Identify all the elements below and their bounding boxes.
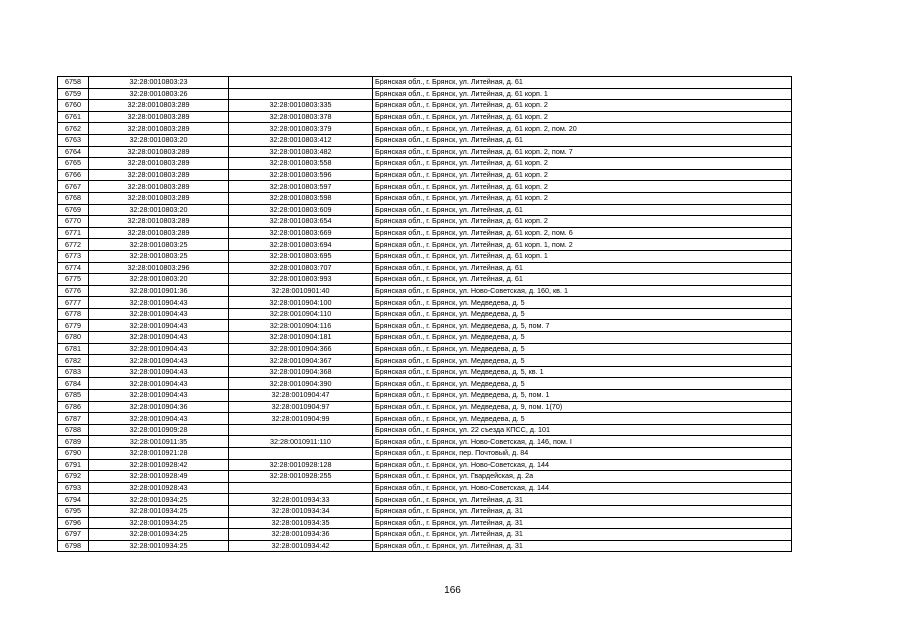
table-row (58, 459, 792, 471)
row-number-cell: 6760 (58, 100, 89, 112)
parcel-cadastral-cell: 32:28:0010928:42 (89, 459, 229, 471)
parcel-cadastral-cell: 32:28:0010803:289 (89, 123, 229, 135)
parcel-cadastral-cell: 32:28:0010803:23 (89, 77, 229, 89)
parcel-cadastral-cell: 32:28:0010803:26 (89, 88, 229, 100)
table-row (58, 436, 792, 448)
address-cell: Брянская обл., г. Брянск, ул. Литейная, д. 31 (373, 517, 792, 529)
table-row (58, 401, 792, 413)
parcel-cadastral-cell: 32:28:0010803:296 (89, 262, 229, 274)
parcel-cadastral-cell: 32:28:0010904:43 (89, 390, 229, 402)
property-table (57, 76, 792, 552)
table-row (58, 529, 792, 541)
table-row (58, 424, 792, 436)
object-cadastral-cell: 32:28:0010904:99 (229, 413, 373, 425)
table-row (58, 181, 792, 193)
parcel-cadastral-cell: 32:28:0010803:25 (89, 239, 229, 251)
parcel-cadastral-cell: 32:28:0010934:25 (89, 505, 229, 517)
row-number-cell: 6758 (58, 77, 89, 89)
parcel-cadastral-cell: 32:28:0010803:289 (89, 227, 229, 239)
table-row (58, 262, 792, 274)
parcel-cadastral-cell: 32:28:0010921:28 (89, 448, 229, 460)
parcel-cadastral-cell: 32:28:0010803:289 (89, 146, 229, 158)
parcel-cadastral-cell: 32:28:0010909:28 (89, 424, 229, 436)
address-cell: Брянская обл., г. Брянск, ул. Медведева, д. 5 (373, 413, 792, 425)
address-cell: Брянская обл., г. Брянск, ул. Медведева, д. 5 (373, 343, 792, 355)
address-cell: Брянская обл., г. Брянск, ул. Литейная, д. 31 (373, 529, 792, 541)
row-number-cell: 6759 (58, 88, 89, 100)
address-cell: Брянская обл., г. Брянск, ул. Ново-Советская, д. 146, пом. I (373, 436, 792, 448)
address-cell: Брянская обл., г. Брянск, ул. Медведева, д. 5 (373, 378, 792, 390)
table-row (58, 239, 792, 251)
row-number-cell: 6774 (58, 262, 89, 274)
object-cadastral-cell: 32:28:0010904:390 (229, 378, 373, 390)
address-cell: Брянская обл., г. Брянск, ул. Литейная, д. 61 корп. 2 (373, 216, 792, 228)
table-row (58, 123, 792, 135)
table-row (58, 378, 792, 390)
object-cadastral-cell (229, 424, 373, 436)
row-number-cell: 6788 (58, 424, 89, 436)
object-cadastral-cell: 32:28:0010803:694 (229, 239, 373, 251)
row-number-cell: 6778 (58, 308, 89, 320)
parcel-cadastral-cell: 32:28:0010904:43 (89, 308, 229, 320)
row-number-cell: 6773 (58, 250, 89, 262)
parcel-cadastral-cell: 32:28:0010934:25 (89, 529, 229, 541)
address-cell: Брянская обл., г. Брянск, ул. Ново-Советская, д. 144 (373, 482, 792, 494)
row-number-cell: 6779 (58, 320, 89, 332)
address-cell: Брянская обл., г. Брянск, ул. Литейная, д. 61 корп. 2 (373, 181, 792, 193)
object-cadastral-cell (229, 448, 373, 460)
table-row (58, 505, 792, 517)
object-cadastral-cell: 32:28:0010803:597 (229, 181, 373, 193)
parcel-cadastral-cell: 32:28:0010904:43 (89, 366, 229, 378)
table-row (58, 158, 792, 170)
table-row (58, 77, 792, 89)
parcel-cadastral-cell: 32:28:0010904:43 (89, 355, 229, 367)
object-cadastral-cell: 32:28:0010803:335 (229, 100, 373, 112)
parcel-cadastral-cell: 32:28:0010911:35 (89, 436, 229, 448)
row-number-cell: 6789 (58, 436, 89, 448)
address-cell: Брянская обл., г. Брянск, ул. Литейная, д. 61 (373, 77, 792, 89)
table-row (58, 494, 792, 506)
row-number-cell: 6775 (58, 274, 89, 286)
object-cadastral-cell: 32:28:0010934:33 (229, 494, 373, 506)
row-number-cell: 6765 (58, 158, 89, 170)
table-row (58, 146, 792, 158)
table-row (58, 413, 792, 425)
row-number-cell: 6766 (58, 169, 89, 181)
row-number-cell: 6780 (58, 332, 89, 344)
table-row (58, 308, 792, 320)
object-cadastral-cell: 32:28:0010803:598 (229, 192, 373, 204)
address-cell: Брянская обл., г. Брянск, ул. Литейная, д. 61 (373, 274, 792, 286)
address-cell: Брянская обл., г. Брянск, ул. Гвардейская, д. 2а (373, 471, 792, 483)
row-number-cell: 6794 (58, 494, 89, 506)
table-row (58, 111, 792, 123)
row-number-cell: 6797 (58, 529, 89, 541)
row-number-cell: 6761 (58, 111, 89, 123)
address-cell: Брянская обл., г. Брянск, ул. Литейная, д. 31 (373, 494, 792, 506)
parcel-cadastral-cell: 32:28:0010904:43 (89, 343, 229, 355)
address-cell: Брянская обл., г. Брянск, ул. Литейная, д. 61 корп. 2 (373, 158, 792, 170)
address-cell: Брянская обл., г. Брянск, ул. Медведева, д. 5 (373, 355, 792, 367)
row-number-cell: 6784 (58, 378, 89, 390)
row-number-cell: 6764 (58, 146, 89, 158)
table-row (58, 332, 792, 344)
table-row (58, 274, 792, 286)
parcel-cadastral-cell: 32:28:0010803:289 (89, 192, 229, 204)
object-cadastral-cell: 32:28:0010803:596 (229, 169, 373, 181)
parcel-cadastral-cell: 32:28:0010934:25 (89, 494, 229, 506)
table-row (58, 100, 792, 112)
object-cadastral-cell: 32:28:0010934:42 (229, 540, 373, 552)
row-number-cell: 6787 (58, 413, 89, 425)
object-cadastral-cell: 32:28:0010928:255 (229, 471, 373, 483)
table-row (58, 285, 792, 297)
parcel-cadastral-cell: 32:28:0010934:25 (89, 540, 229, 552)
table-row (58, 482, 792, 494)
row-number-cell: 6786 (58, 401, 89, 413)
row-number-cell: 6792 (58, 471, 89, 483)
object-cadastral-cell: 32:28:0010803:558 (229, 158, 373, 170)
parcel-cadastral-cell: 32:28:0010803:20 (89, 204, 229, 216)
page-number: 166 (444, 585, 461, 596)
address-cell: Брянская обл., г. Брянск, ул. Литейная, д. 61 корп. 2, пом. 20 (373, 123, 792, 135)
object-cadastral-cell: 32:28:0010934:35 (229, 517, 373, 529)
row-number-cell: 6769 (58, 204, 89, 216)
parcel-cadastral-cell: 32:28:0010904:43 (89, 320, 229, 332)
parcel-cadastral-cell: 32:28:0010928:43 (89, 482, 229, 494)
address-cell: Брянская обл., г. Брянск, ул. Медведева, д. 5, кв. 1 (373, 366, 792, 378)
address-cell: Брянская обл., г. Брянск, пер. Почтовый, д. 84 (373, 448, 792, 460)
object-cadastral-cell: 32:28:0010803:654 (229, 216, 373, 228)
row-number-cell: 6763 (58, 134, 89, 146)
table-row (58, 250, 792, 262)
object-cadastral-cell: 32:28:0010904:367 (229, 355, 373, 367)
object-cadastral-cell: 32:28:0010803:379 (229, 123, 373, 135)
row-number-cell: 6772 (58, 239, 89, 251)
object-cadastral-cell: 32:28:0010803:695 (229, 250, 373, 262)
row-number-cell: 6795 (58, 505, 89, 517)
object-cadastral-cell: 32:28:0010911:110 (229, 436, 373, 448)
object-cadastral-cell: 32:28:0010904:47 (229, 390, 373, 402)
address-cell: Брянская обл., г. Брянск, ул. Литейная, д. 61 корп. 2 (373, 169, 792, 181)
parcel-cadastral-cell: 32:28:0010803:20 (89, 274, 229, 286)
parcel-cadastral-cell: 32:28:0010934:25 (89, 517, 229, 529)
table-row (58, 216, 792, 228)
address-cell: Брянская обл., г. Брянск, ул. Ново-Советская, д. 144 (373, 459, 792, 471)
address-cell: Брянская обл., г. Брянск, ул. Медведева, д. 5, пом. 7 (373, 320, 792, 332)
parcel-cadastral-cell: 32:28:0010904:43 (89, 413, 229, 425)
parcel-cadastral-cell: 32:28:0010928:49 (89, 471, 229, 483)
table-row (58, 169, 792, 181)
row-number-cell: 6791 (58, 459, 89, 471)
object-cadastral-cell: 32:28:0010803:378 (229, 111, 373, 123)
address-cell: Брянская обл., г. Брянск, ул. Литейная, д. 61 корп. 1, пом. 2 (373, 239, 792, 251)
object-cadastral-cell: 32:28:0010904:100 (229, 297, 373, 309)
address-cell: Брянская обл., г. Брянск, ул. Литейная, д. 31 (373, 505, 792, 517)
table-row (58, 517, 792, 529)
object-cadastral-cell: 32:28:0010904:110 (229, 308, 373, 320)
parcel-cadastral-cell: 32:28:0010803:289 (89, 216, 229, 228)
object-cadastral-cell: 32:28:0010904:181 (229, 332, 373, 344)
address-cell: Брянская обл., г. Брянск, ул. Медведева, д. 5 (373, 297, 792, 309)
table-row (58, 390, 792, 402)
address-cell: Брянская обл., г. Брянск, ул. 22 съезда КПСС, д. 101 (373, 424, 792, 436)
row-number-cell: 6770 (58, 216, 89, 228)
object-cadastral-cell: 32:28:0010803:707 (229, 262, 373, 274)
address-cell: Брянская обл., г. Брянск, ул. Литейная, д. 61 корп. 2 (373, 192, 792, 204)
parcel-cadastral-cell: 32:28:0010803:289 (89, 181, 229, 193)
row-number-cell: 6776 (58, 285, 89, 297)
parcel-cadastral-cell: 32:28:0010904:43 (89, 297, 229, 309)
parcel-cadastral-cell: 32:28:0010904:43 (89, 332, 229, 344)
address-cell: Брянская обл., г. Брянск, ул. Литейная, д. 61 корп. 1 (373, 88, 792, 100)
object-cadastral-cell (229, 77, 373, 89)
table-body (58, 77, 792, 552)
address-cell: Брянская обл., г. Брянск, ул. Литейная, д. 61 (373, 134, 792, 146)
object-cadastral-cell: 32:28:0010901:40 (229, 285, 373, 297)
table-row (58, 355, 792, 367)
address-cell: Брянская обл., г. Брянск, ул. Медведева, д. 5 (373, 308, 792, 320)
table-row (58, 540, 792, 552)
address-cell: Брянская обл., г. Брянск, ул. Ново-Советская, д. 160, кв. 1 (373, 285, 792, 297)
address-cell: Брянская обл., г. Брянск, ул. Медведева, д. 9, пом. 1(70) (373, 401, 792, 413)
object-cadastral-cell: 32:28:0010904:116 (229, 320, 373, 332)
parcel-cadastral-cell: 32:28:0010904:36 (89, 401, 229, 413)
row-number-cell: 6783 (58, 366, 89, 378)
address-cell: Брянская обл., г. Брянск, ул. Литейная, д. 61 (373, 262, 792, 274)
address-cell: Брянская обл., г. Брянск, ул. Литейная, д. 31 (373, 540, 792, 552)
table-row (58, 227, 792, 239)
row-number-cell: 6781 (58, 343, 89, 355)
row-number-cell: 6767 (58, 181, 89, 193)
object-cadastral-cell: 32:28:0010803:993 (229, 274, 373, 286)
object-cadastral-cell: 32:28:0010904:97 (229, 401, 373, 413)
table-row (58, 88, 792, 100)
object-cadastral-cell: 32:28:0010934:34 (229, 505, 373, 517)
table-row (58, 204, 792, 216)
table-row (58, 134, 792, 146)
parcel-cadastral-cell: 32:28:0010901:36 (89, 285, 229, 297)
address-cell: Брянская обл., г. Брянск, ул. Литейная, д. 61 корп. 2 (373, 100, 792, 112)
table-row (58, 320, 792, 332)
address-cell: Брянская обл., г. Брянск, ул. Литейная, д. 61 корп. 2 (373, 111, 792, 123)
object-cadastral-cell: 32:28:0010803:609 (229, 204, 373, 216)
address-cell: Брянская обл., г. Брянск, ул. Литейная, д. 61 (373, 204, 792, 216)
row-number-cell: 6771 (58, 227, 89, 239)
table-row (58, 471, 792, 483)
row-number-cell: 6768 (58, 192, 89, 204)
object-cadastral-cell: 32:28:0010803:412 (229, 134, 373, 146)
row-number-cell: 6793 (58, 482, 89, 494)
address-cell: Брянская обл., г. Брянск, ул. Медведева, д. 5, пом. 1 (373, 390, 792, 402)
parcel-cadastral-cell: 32:28:0010803:289 (89, 111, 229, 123)
parcel-cadastral-cell: 32:28:0010904:43 (89, 378, 229, 390)
table-row (58, 366, 792, 378)
row-number-cell: 6782 (58, 355, 89, 367)
table-row (58, 448, 792, 460)
parcel-cadastral-cell: 32:28:0010803:20 (89, 134, 229, 146)
object-cadastral-cell: 32:28:0010928:128 (229, 459, 373, 471)
row-number-cell: 6796 (58, 517, 89, 529)
object-cadastral-cell: 32:28:0010934:36 (229, 529, 373, 541)
parcel-cadastral-cell: 32:28:0010803:289 (89, 100, 229, 112)
object-cadastral-cell: 32:28:0010803:482 (229, 146, 373, 158)
object-cadastral-cell: 32:28:0010904:366 (229, 343, 373, 355)
object-cadastral-cell (229, 88, 373, 100)
parcel-cadastral-cell: 32:28:0010803:289 (89, 169, 229, 181)
address-cell: Брянская обл., г. Брянск, ул. Медведева, д. 5 (373, 332, 792, 344)
address-cell: Брянская обл., г. Брянск, ул. Литейная, д. 61 корп. 2, пом. 6 (373, 227, 792, 239)
row-number-cell: 6798 (58, 540, 89, 552)
table-row (58, 192, 792, 204)
row-number-cell: 6777 (58, 297, 89, 309)
object-cadastral-cell: 32:28:0010803:669 (229, 227, 373, 239)
parcel-cadastral-cell: 32:28:0010803:25 (89, 250, 229, 262)
row-number-cell: 6790 (58, 448, 89, 460)
object-cadastral-cell: 32:28:0010904:368 (229, 366, 373, 378)
address-cell: Брянская обл., г. Брянск, ул. Литейная, д. 61 корп. 2, пом. 7 (373, 146, 792, 158)
row-number-cell: 6762 (58, 123, 89, 135)
table-row (58, 297, 792, 309)
parcel-cadastral-cell: 32:28:0010803:289 (89, 158, 229, 170)
table-row (58, 343, 792, 355)
row-number-cell: 6785 (58, 390, 89, 402)
object-cadastral-cell (229, 482, 373, 494)
address-cell: Брянская обл., г. Брянск, ул. Литейная, д. 61 корп. 1 (373, 250, 792, 262)
